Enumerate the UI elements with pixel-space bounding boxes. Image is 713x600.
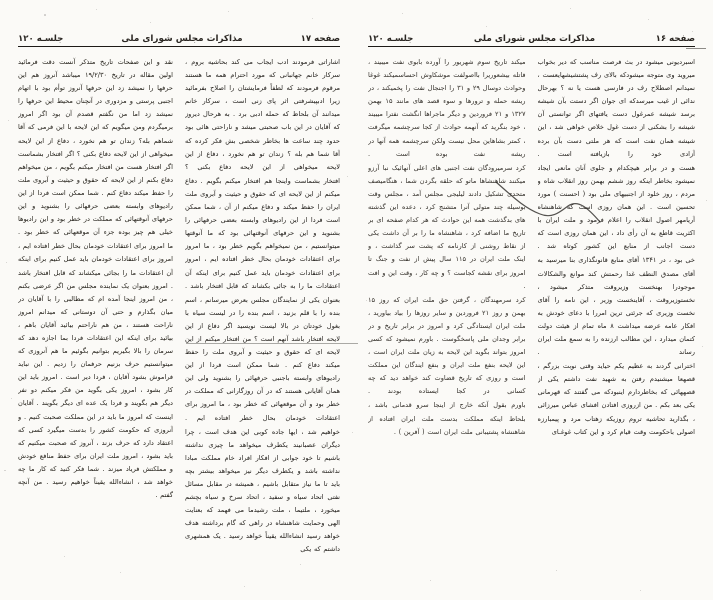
right-page-number: صفحه ۱۶ [655,34,695,44]
left-page-running-head [18,28,340,44]
paragraph: هست و در برابر هیچکدام و جلوی آنان مانعی ایجاد نمیشود بخاطر اینکه روز ششم بهمن روز انقلاب شاه و مردم ، روز خلود از اجنبیهای ملی بود ( احسنت ) مورد تحسین است . این همان روزی است که شاهنشاه آریامهر اصول انقلاب را اعلام فرمود و ملت ایران با اکثریت قاطع به آن رأی داد ، این همان روزی است که دست اجانب از منابع این کشور کوتاه شد . [537,163,695,251]
left-page-columns [18,56,340,564]
paragraph: اخترانی گردند به عظیم یکم حیاید وقتی نوبت بزرگم ، قصهعا میشنیدم رفتن به شهید نفت داشتم یکی از قصههائی که بخاطردارم اینبودکه می گفتند که قهرمانی یکی بعد بکم . من ازروزی افتادن افشای عباس میرزائی ، بگذارید تحاشیه تروم روزیکه زهتاب مرد و پیمبارزه اصولی باحکومت وقت قیام کرد و این کتاب غوغـای [537,362,695,436]
paragraph: خواهیم شد ، ایها جاده کوبی این هدف است ، چرا دیگران عصبانیند یکطرف میخواهد ما چیزی نداشته باشیم تا خود جوابی از افکار افراد خام مملکت مبادا نداشته باشد و یکطرف دیگر نیز میخواهد بیشتر بچه باید تا ما نیاز متقابل باشیم ، همیشه در مقابل مسائل نفتی اتحاد سیاه و سفید ، اتحاد سرخ و سیاه بچشم میخورد ، ملتیما ، ملت رشیدما می فهمد که بعنایت الهی وحمایت شاهنشاه در راهی که گام برداشته هدف خواهد رسید انشاءالله یقیناً خواهد رسید . یک همشهری داشتم که یکی [185,427,340,554]
paragraph: نقد و این صفحات تاریخ متذکر آنست دقت فرمائید اولین مقاله در تاریخ ۱۹/۲/۳۰ میباشد آنروز هم این حرفها را نمیشد زد این حرفها آنروز توأم بود با اتهام اجنبی پرستی و مزدوری در آنچنان محیط این حرفها را نمیشد زد اما من نگفتم قصدم آن بود اگر امروز برمیگردم ومن میگویم که این لایحه با این فرمی که آقا شماهم بله؟ زندان تو هم نخورد ، دفاع از این لایحه میخواهی از این لایحه دفاع بکنی ؟ اگر افتخار بشماست اگر افتخار هست من افتخار میکنم بگویم ، من میخواهم دفاع بکنم از این لایحه که حقوق و حیثیت و آبروی ملت را حفظ میکند دفاع کنم . شما ممکن است فردا از این رادیوهای وابسته بعضی حرفهائی را بشنوید و این حرفهای آنوقتهائی که مملکت در خطر بود و این رادیوها خیلی هم چیز بوده جزء آن موقعهائی که خطر بود . [18,58,173,237]
left-page-number: صفحه ۱۷ [300,34,340,44]
paragraph: بعنوان یکی از نمایندگان مجلس بعرض میرسانم ، اسم بنده را با قلم بزنید ، اسم بنده را در لیست سیاه با بغول خودتان در بالا لیست نویسید اگر دفاع از این لایحه افتخار باشد آنهم است ؟ من افتخار میکنم از این لایحه ای که حقوق و حیثیت و آبروی ملت را حفظ میکند دفاع کنم . شما ممکن است فردا از این رادیوهای وابسته باجنبی حرفهائی را بشنوید ولی این همان آقایانی هستند که در آن روزگارانی که مملکت در خطر بود و آن موقعهائی که خطر بود ، ما امروز برای اعتقادات خودمان بحال خطر افتاده ایم . [185,295,340,422]
left-page-session: جلسـه ۱۲۰ [18,34,64,44]
paragraph: باورم بقول آنکه خارج از اینجا سرو قدمانی باشد ، بلحاظ اینکه مملکت بدست ملت ایران افتاده از شاهنشاه پشتیبانی ملت ایران است ( آفرین ) . [368,401,526,436]
paragraph: افتخار بشماست واینجا هم افتخار میکنم بگویم . دفاع میکنم از این لایحه ای که حقوق و حیثیت و آبروی ملت ایران را حفظ میکند و دفاع میکنم از آن ، شما ممکن است فردا از این رادیوهای وابسته بعضی حرفهائی را بشنوید و این حرفهای آنوقتهائی بود که ما آنوقتها میتوانستیم ، من نمیخواهم بگویم خطر بود ، ما امروز برای اعتقادات خودمان بحال خطر افتاده ایم ، امروز برای اعتقادات خودمان باید عمل کنیم برای اینکه آن اعتقادات ما را به جائی بکشاند که قابل افتخار باشد . [185,176,340,290]
paragraph: میکند تاریخ سوم شهریور را آورده بابوی نفت میبیند ، فاتله بیشعوریرا بااصولفت موشکاوش احساسمیکند غوغا وحوادث دوسال ۲۹ و ۳۱ را اجنجال نفت را پخمیکند ، در ریشه حمله و ترورها و سوء قصد های مانند ۱۵ بهمن ۱۳۲۷ و ۲۱ فروردین و دیگر ماجراها انگشت نفترا میبیند ، خود بنگرید که آنهمه حوادث از کجا سرچشمه میگرفت ، کمتر بشاهاین محل نیست ولکن سرچشمه همه آنها در ریشه نفت بوده است . [368,58,526,158]
right-page-running-head [368,28,695,44]
left-page-inner-column [185,56,340,564]
right-page-outer-column [368,56,526,564]
paragraph: کرد سرمهندگان ، گرفتن حق ملت ایران که روز ۱۵ بهمن و روز ۲۱ فروردین و سایر روزها را بیاد بیاورید ، ملت ایران ایستادگی کرد و امروز در برابر تاریخ و در برابر وجدان ملی پاسخگوست . باورم نمیشود که کسی امروز بتواند بگوید این لایحه به زیان ملت ایران است ، این لایحه بنفع ملت ایران و بنفع ایندگان این مملکت است و روزی که تاریخ قضاوت کند خواهد دید که چه کسانی در کجا ایستاده بودند . [368,295,526,396]
paragraph: خی بود ، در ۱۳۴۱ آقای منابع قانونگذاری بنا میرسید به آقای مصدق النطف غدا رحمتش کند موانع والشکالات موجودرا بهنخست وزیروقت متذکر میشود ، نخستوزیروقت ، آقاینخست وزیر ، این نامه را آقای نخست وزیری که جرئتی ترین امررا با دعای خودش به افکار عامه عرضه میداشت ۸ ماه تمام از هیئت دولت کتمان میدارد ، این مطالب ارزنده را به سمع ملت ایران رساند . [537,256,695,357]
right-page-title: مذاکرات مجلس شورای ملی [473,34,596,44]
right-page [354,0,713,600]
left-page-header-rule [18,46,340,47]
left-page-title: مذاکرات مجلس شورای ملی [121,34,243,44]
right-page-inner-column [538,56,696,564]
paragraph: اشاراتی فرمودند ادب ایجاب می کند بحاشیه بروم ، سرکار خانم جهانبانی که مورد احترام همه ما هستند مرقوم فرمودند که لطفاً فرمایشتان را اصلاح بفرمائید زیرا ادبپیشرفتی اثر پای زنی است ، سرکار خانم میدانند آن بلحاظ که حمله ادبی برد . به هرحال دیروز که آقایان در این باب صحبتی میشد و ناراحتی هائی بود حدود چند ساعت ها بخاطر شخصی بش فکر کرده که آقا شما هم بله ؟ زندان تو هم نخورد ، دفاع از این لایحه میخواهی از این لایحه دفاع بکنی ؟ [185,58,340,171]
paragraph: اسبردیونی میشود در بث فرصت مناسب که دیر بخواب میروید وی متوجه میشودکه بالای رف پشتشیشهایعست ، نمیدانم اصطلاح رف در فارسی هست یا نه ؟ بهرحال ندائی از غیب میرسدکه ای جوان اگر دستت بآن شیشه برسد شیشه عمرغول دست یافتهای اگر توانستی آن شیشه را بشکنی از دست غول خلاص خواهی شد ، این شیشه همان نفت است که هر ملتی دست بآن برده آزادی خود را بازیافته است . [537,58,695,158]
right-page-columns [368,56,695,564]
right-page-header-rule [368,46,695,47]
paragraph: ما امروز برای اعتقادات خودمان بحال خطر افتاده ایم ، امروز برای اعتقادات خودمان باید عمل کنیم برای اینکه آن اعتقادات ما را بجائی میکشاند که قابل افتخار باشد . امروز بعنوان یک نماینده مجلس من اگر عرضی بکنم ، من امروز اینجا آمده ام که مطالبی را با آقایان در میان بگذارم و حتی آن دوستانی که میدانم امروز ناراحت هستند ، من هم ناراحتم بیائید آقایان باهم ، بیائید برای اینکه این اعتقادات فردا بما اجازه دهد که سرمان را بالا بگیریم بتوانیم بگوئیم ما هم آنروزی که میتوانستیم حرف بزنیم حرفمان را زدیم . این نباید فراموش بشود آقایان ، فردا دیر است . امروز باید این کار بشود ، امروز یکی بگوید من فکر میکنم دو نفر دیگر هم بگویند و فردا یک عده ای دیگر بگویند . آقایان اینست که امروز ما باید در این مملکت صحبت کنیم . و آنروزی که حکومت کشور را بدست میگیرد کسی که اعتقاد دارد که حرف بزند ، آنروز که صحبت میکنیم که باید بشود ، امروز ملت ایران برای حفظ منافع خودش و مملکتش فریاد میزند . شما فکر کنید که کار ما چه خواهد شد ، انشاءالله یقیناً خواهیم رسید . من آنچه گفتم . [18,242,173,500]
paragraph: کرد سرمیرودگان نفت اجنبی های اعلی آنهائیک نبا آرزو میکنند شاهنشاها ماتو که حلقه بگردن شما ، هنگامیصف متحدی تشکیل دادند لیلیجی مجلس آمد ، مجلس وقت بوسیله چند متولی آنرا متشنج کرد ، دعده این گذشته های بدگذشت همه این حوادث که هر کدام صفحه ای بر تاریخ ما اضافه کرد ، شاهنشاه ما را بر آن داشت یکی از نقاط روشنی از کارنامه که پشت سر گذاشت ، و اینک ملت ایران در ۱۱۵ سال پیش از نفت و جنگ تا امروز برای نقشه کجاست ؟ و چه کار ، وقت این و افت . [368,163,526,290]
left-page-outer-column [18,56,173,564]
left-page [0,0,354,600]
right-page-session: جلسـه ۱۲۰ [368,34,414,44]
